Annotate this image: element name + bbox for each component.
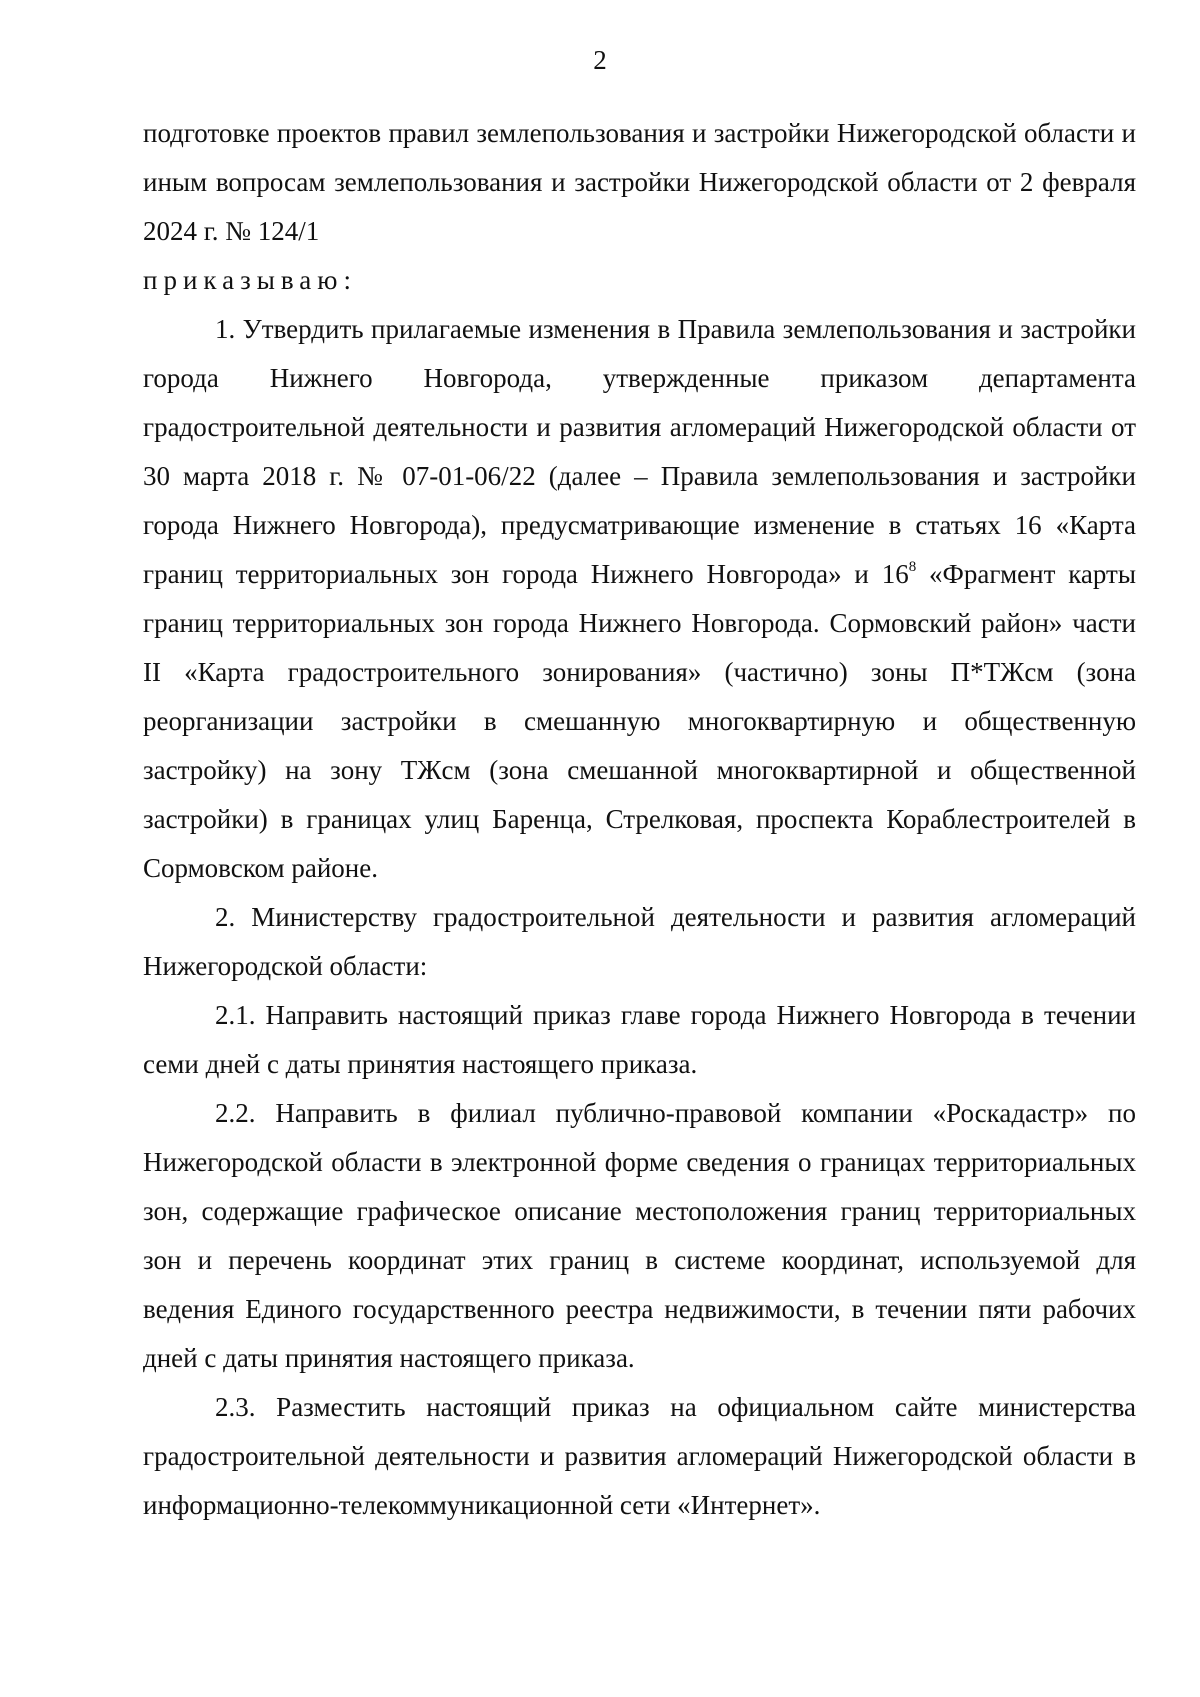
order-word: приказываю: — [143, 265, 357, 295]
item-2-3-paragraph: 2.3. Разместить настоящий приказ на официальном сайте министерства градостроительной деятельности и развития агломераций Нижегородской области в информационно-телекоммуникационной сети «Интернет». — [143, 1392, 1136, 1520]
item-2-2-paragraph: 2.2. Направить в филиал публично-правовой компании «Роскадастр» по Нижегородской области в электронной форме сведения о границах территориальных зон, содержащие графическое описание местоположения границ территориальных зон и перечень координат этих границ в системе координат, используемой для ведения Единого государственного реестра недвижимости, в течении пяти рабочих дней с даты принятия настоящего приказа. — [143, 1098, 1136, 1373]
item-1-superscript: 8 — [908, 559, 917, 575]
item-1-text-part-a: 1. Утвердить прилагаемые изменения в Правила землепользования и застройки города Нижнего Новгорода, утвержденные приказом департамента градостроительной деятельности и развития агломераций Нижегородской области от 30 марта 2018 г. № 07-01-06/22 (далее – Правила землепользования и застройки города Нижнего Новгорода), предусматривающие изменение в статьях 16 «Карта границ территориальных зон города Нижнего Новгорода» и 16 — [143, 314, 1136, 589]
preamble-paragraph: подготовке проектов правил землепользования и застройки Нижегородской области и иным вопросам землепользования и застройки Нижегородской области от 2 февраля 2024 г. № 124/1 — [143, 118, 1136, 246]
item-2-paragraph: 2. Министерству градостроительной деятельности и развития агломераций Нижегородской области: — [143, 902, 1136, 981]
item-2-1-paragraph: 2.1. Направить настоящий приказ главе города Нижнего Новгорода в течении семи дней с даты принятия настоящего приказа. — [143, 1000, 1136, 1079]
item-1-text-part-b: «Фрагмент карты границ территориальных зон города Нижнего Новгорода. Сормовский район» части II «Карта градостроительного зонирования» (частично) зоны П*ТЖсм (зона реорганизации застройки в смешанную многоквартирную и общественную застройку) на зону ТЖсм (зона смешанной многоквартирной и общественной застройки) в границах улиц Баренца, Стрелковая, проспекта Кораблестроителей в Сормовском районе. — [143, 559, 1136, 883]
page-number: 2 — [593, 45, 607, 75]
item-1-paragraph — [143, 305, 1136, 893]
document-body — [143, 109, 1136, 1530]
